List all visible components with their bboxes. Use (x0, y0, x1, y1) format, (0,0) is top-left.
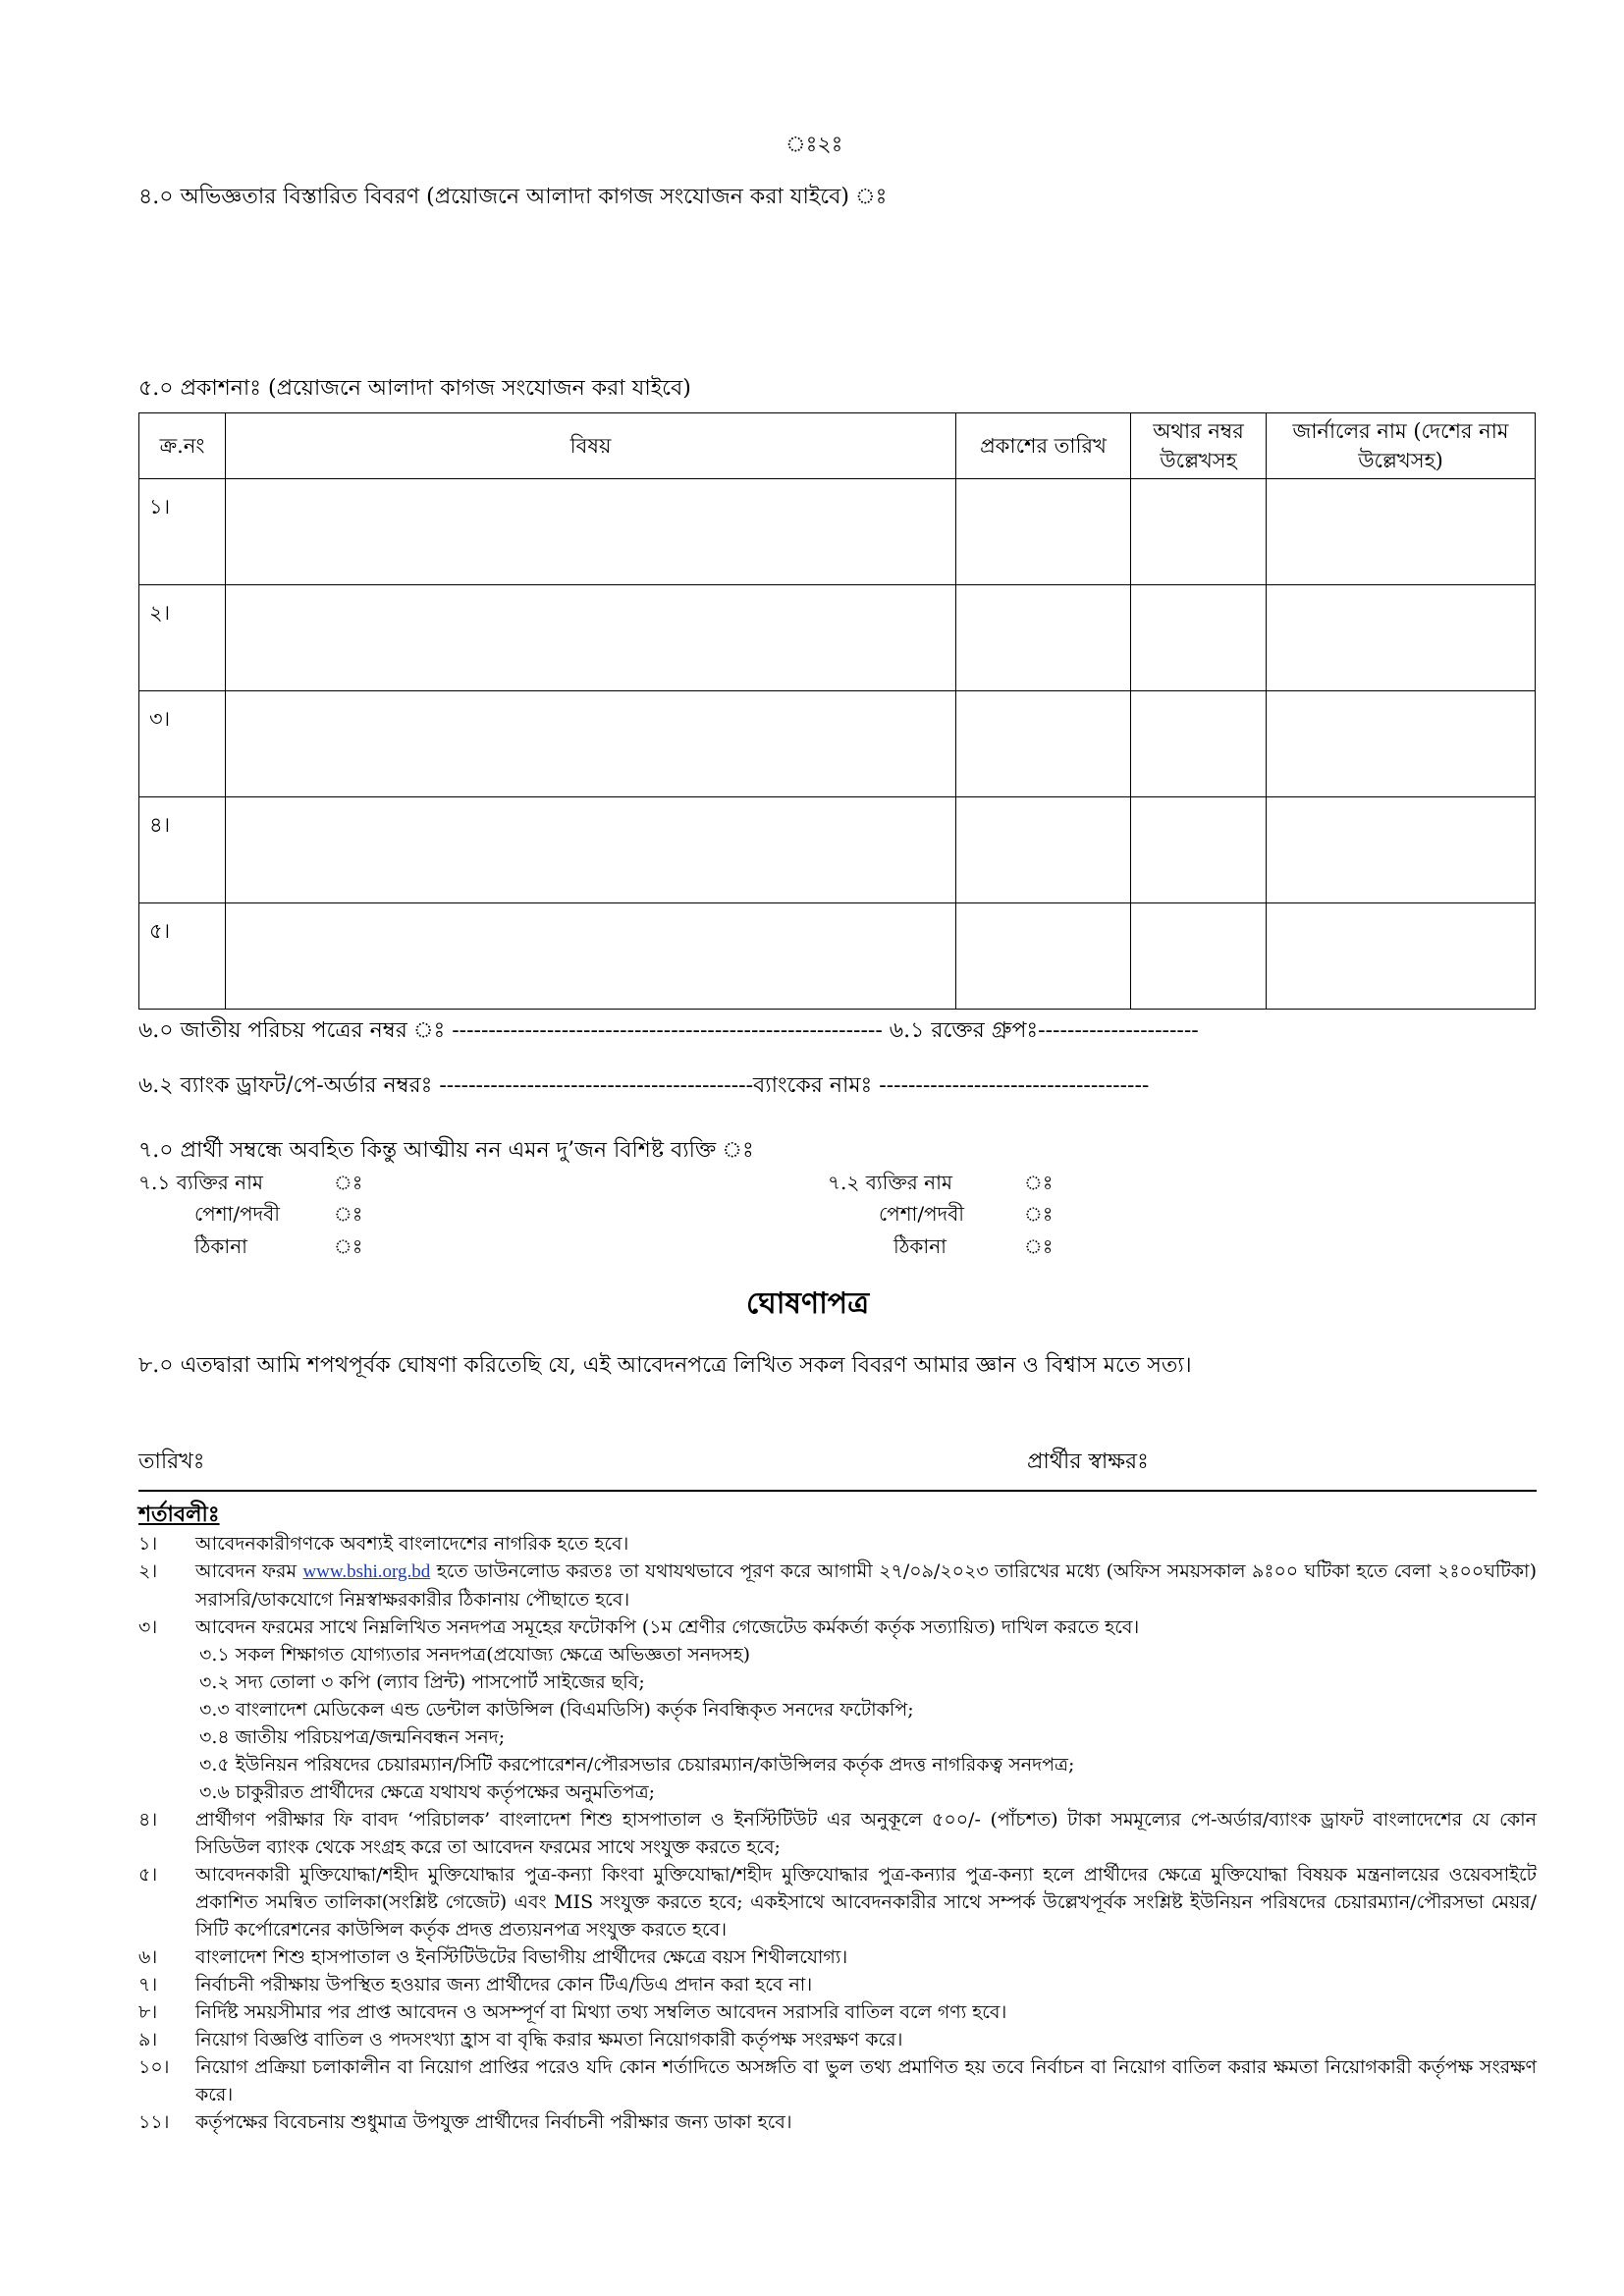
cell-publish-date[interactable] (956, 585, 1131, 691)
cell-author-number[interactable] (1131, 585, 1267, 691)
table-row (139, 691, 1536, 797)
condition-item (138, 1613, 1537, 1641)
condition-subitem (138, 1751, 1537, 1778)
condition-number: ৫। (138, 1864, 158, 1886)
person2-name-label: ৭.২ ব্যক্তির নাম (828, 1171, 953, 1194)
condition-subtext: ৩.৪ জাতীয় পরিচয়পত্র/জন্মনিবন্ধন সনদ; (199, 1726, 506, 1748)
person1-occupation-colon: ঃ (334, 1202, 363, 1226)
condition-subitem (138, 1696, 1537, 1723)
person2-occupation-label: পেশা/পদবী (879, 1202, 964, 1226)
row-serial: ৪। (139, 797, 226, 903)
section-4-heading: ৪.০ অভিজ্ঞতার বিস্তারিত বিবরণ (প্রয়োজনে আলাদা কাগজ সংযোজন করা যাইবে) ঃ (138, 185, 888, 209)
condition-number: ৭। (138, 1974, 158, 1995)
condition-item (138, 1861, 1537, 1943)
section-5-heading: ৫.০ প্রকাশনাঃ (প্রয়োজনে আলাদা কাগজ সংযোজন করা যাইবে) (138, 376, 691, 401)
condition-text: নিয়োগ বিজ্ঞপ্তি বাতিল ও পদসংখ্যা হ্রাস বা বৃদ্ধি করার ক্ষমতা নিয়োগকারী কর্তৃপক্ষ সংরক্ষণ করে। (195, 2029, 903, 2050)
condition-number: ১০। (138, 2056, 170, 2078)
cell-subject[interactable] (226, 479, 956, 585)
condition-subtext: ৩.১ সকল শিক্ষাগত যোগ্যতার সনদপত্র(প্রযোজ্য ক্ষেত্রে অভিজ্ঞতা সনদসহ) (199, 1644, 751, 1666)
condition-text: প্রার্থীগণ পরীক্ষার ফি বাবদ ‘পরিচালক’ বাংলাদেশ শিশু হাসপাতাল ও ইনস্টিটিউট এর অনুকূলে ৫০০/- (পাঁচশত) টাকা সমমূল্যের পে-অর্ডার/ব্যাংক ড্রাফট বাংলাদেশের যে কোন সিডিউল ব্যাংক থেকে সংগ্রহ করে তা আবেদন ফরমের সাথে সংযুক্ত করতে হবে; (195, 1809, 1537, 1858)
declaration-title: ঘোষণাপত্র (746, 1286, 870, 1321)
table-row (139, 585, 1536, 691)
col-header-serial: ক্র.নং (139, 413, 226, 479)
cell-author-number[interactable] (1131, 903, 1267, 1010)
person1-address-label: ঠিকানা (194, 1234, 247, 1258)
condition-item (138, 1998, 1537, 2026)
col-header-author-number: অথার নম্বর উল্লেখসহ (1131, 413, 1267, 479)
signature-label: প্রার্থীর স্বাক্ষরঃ (1027, 1449, 1149, 1474)
person2-address-colon: ঃ (1024, 1234, 1054, 1258)
condition-subtext: ৩.৩ বাংলাদেশ মেডিকেল এন্ড ডেন্টাল কাউন্সিল (বিএমডিসি) কর্তৃক নিবন্ধিকৃত সনদের ফটোকপি; (199, 1699, 914, 1721)
condition-item (138, 1943, 1537, 1971)
cell-journal-name[interactable] (1267, 479, 1536, 585)
table-row (139, 903, 1536, 1010)
cell-publish-date[interactable] (956, 479, 1131, 585)
publications-table (138, 412, 1536, 1010)
condition-text: নির্বাচনী পরীক্ষায় উপস্থিত হওয়ার জন্য প্রার্থীদের কোন টিএ/ডিএ প্রদান করা হবে না। (195, 1974, 813, 1995)
condition-subtext: ৩.৫ ইউনিয়ন পরিষদের চেয়ারম্যান/সিটি করপোরেশন/পৌরসভার চেয়ারম্যান/কাউন্সিলর কর্তৃক প্রদত্ত নাগরিকত্ব সনদপত্র; (199, 1754, 1075, 1776)
cell-journal-name[interactable] (1267, 797, 1536, 903)
declaration-text: ৮.০ এতদ্বারা আমি শপথপূর্বক ঘোষণা করিতেছি যে, এই আবেদনপত্রে লিখিত সকল বিবরণ আমার জ্ঞান ও বিশ্বাস মতে সত্য। (138, 1353, 1192, 1378)
cell-subject[interactable] (226, 797, 956, 903)
condition-item (138, 2053, 1537, 2108)
row-serial: ৫। (139, 903, 226, 1010)
condition-text: আবেদনকারী মুক্তিযোদ্ধা/শহীদ মুক্তিযোদ্ধার পুত্র-কন্যা কিংবা মুক্তিযোদ্ধা/শহীদ মুক্তিযোদ্ধার পুত্র-কন্যার পুত্র-কন্যা হলে প্রার্থীদের ক্ষেত্রে মুক্তিযোদ্ধা বিষয়ক মন্ত্রনালয়ের ওয়েবসাইটে প্রকাশিত সমন্বিত তালিকা(সংশ্লিষ্ট গেজেট) এবং MIS সংযুক্ত করতে হবে; একইসাথে আবেদনকারীর সাথে সম্পর্ক উল্লেখপূর্বক সংশ্লিষ্ট ইউনিয়ন পরিষদের চেয়ারম্যান/পৌরসভা মেয়র/সিটি কর্পোরেশনের কাউন্সিল কর্তৃক প্রদত্ত প্রত্যয়নপত্র সংযুক্ত করতে হবে। (195, 1864, 1537, 1941)
condition-number: ৩। (138, 1616, 158, 1638)
condition-subtext: ৩.৬ চাকুরীরত প্রার্থীদের ক্ষেত্রে যথাযথ কর্তৃপক্ষের অনুমতিপত্র; (199, 1781, 656, 1803)
person2-address-label: ঠিকানা (893, 1234, 947, 1258)
cell-publish-date[interactable] (956, 691, 1131, 797)
row-serial: ২। (139, 585, 226, 691)
cell-subject[interactable] (226, 585, 956, 691)
row-serial: ১। (139, 479, 226, 585)
condition-subitem (138, 1668, 1537, 1696)
condition-number: ৬। (138, 1946, 158, 1968)
condition-item (138, 2108, 1537, 2136)
cell-journal-name[interactable] (1267, 903, 1536, 1010)
person1-address-colon: ঃ (334, 1234, 363, 1258)
table-row (139, 797, 1536, 903)
date-label: তারিখঃ (138, 1449, 205, 1474)
condition-subitem (138, 1641, 1537, 1668)
condition-number: ১১। (138, 2111, 170, 2133)
condition-number: ২। (138, 1560, 158, 1582)
col-header-subject: বিষয় (226, 413, 956, 479)
conditions-list (138, 1530, 1537, 2136)
website-link[interactable]: www.bshi.org.bd (302, 1561, 431, 1582)
condition-subtext: ৩.২ সদ্য তোলা ৩ কপি (ল্যাব প্রিন্ট) পাসপোর্ট সাইজের ছবি; (199, 1671, 645, 1693)
cell-author-number[interactable] (1131, 479, 1267, 585)
person2-name-colon: ঃ (1024, 1171, 1054, 1194)
col-header-journal-name: জার্নালের নাম (দেশের নাম উল্লেখসহ) (1267, 413, 1536, 479)
condition-item (138, 2026, 1537, 2053)
cell-author-number[interactable] (1131, 691, 1267, 797)
condition-text: বাংলাদেশ শিশু হাসপাতাল ও ইনস্টিটিউটের বিভাগীয় প্রার্থীদের ক্ষেত্রে বয়স শিথীলযোগ্য। (195, 1946, 848, 1968)
cell-subject[interactable] (226, 903, 956, 1010)
person1-name-label: ৭.১ ব্যক্তির নাম (138, 1171, 263, 1194)
condition-text: আবেদন ফরমের সাথে নিম্নলিখিত সনদপত্র সমূহের ফটোকপি (১ম শ্রেণীর গেজেটেড কর্মকর্তা কর্তৃক সত্যায়িত) দাখিল করতে হবে। (195, 1616, 1140, 1638)
condition-text: নির্দিষ্ট সময়সীমার পর প্রাপ্ত আবেদন ও অসম্পূর্ণ বা মিথ্যা তথ্য সম্বলিত আবেদন সরাসরি বাতিল বলে গণ্য হবে। (195, 2001, 1007, 2023)
cell-subject[interactable] (226, 691, 956, 797)
condition-item (138, 1530, 1537, 1558)
condition-text: কর্তৃপক্ষের বিবেচনায় শুধুমাত্র উপযুক্ত প্রার্থীদের নির্বাচনী পরীক্ষার জন্য ডাকা হবে। (195, 2111, 792, 2133)
cell-publish-date[interactable] (956, 797, 1131, 903)
condition-number: ১। (138, 1533, 158, 1555)
bank-draft-line: ৬.২ ব্যাংক ড্রাফট/পে-অর্ডার নম্বরঃ -------------------------------------------ব্যাংকের নামঃ ------------------------------------- (138, 1073, 1150, 1098)
condition-number: ৪। (138, 1809, 158, 1831)
condition-item (138, 1558, 1537, 1613)
person1-occupation-label: পেশা/পদবী (194, 1202, 280, 1226)
row-serial: ৩। (139, 691, 226, 797)
page-number: ঃ২ঃ (785, 133, 843, 157)
divider-rule (138, 1490, 1537, 1492)
section-7-heading: ৭.০ প্রার্থী সম্বন্ধে অবহিত কিন্তু আত্মীয় নন এমন দু’জন বিশিষ্ট ব্যক্তি ঃ (138, 1138, 754, 1163)
condition-text (195, 1558, 1537, 1613)
conditions-title: শর্তাবলীঃ (138, 1502, 220, 1527)
condition-item (138, 1971, 1537, 1998)
cell-journal-name[interactable] (1267, 691, 1536, 797)
person2-occupation-colon: ঃ (1024, 1202, 1054, 1226)
table-header-row (139, 413, 1536, 479)
condition-text: আবেদনকারীগণকে অবশ্যই বাংলাদেশের নাগরিক হতে হবে। (195, 1533, 629, 1555)
table-row (139, 479, 1536, 585)
cell-author-number[interactable] (1131, 797, 1267, 903)
col-header-publish-date: প্রকাশের তারিখ (956, 413, 1131, 479)
person1-name-colon: ঃ (334, 1171, 363, 1194)
condition-item (138, 1806, 1537, 1861)
nid-blood-group-line: ৬.০ জাতীয় পরিচয় পত্রের নম্বর ঃ ----------------------------------------------------------- ৬.১ রক্তের গ্রুপঃ---------------------- (138, 1018, 1199, 1043)
condition-subitem (138, 1778, 1537, 1806)
condition-text: নিয়োগ প্রক্রিয়া চলাকালীন বা নিয়োগ প্রাপ্তির পরেও যদি কোন শর্তাদিতে অসঙ্গতি বা ভুল তথ্য প্রমাণিত হয় তবে নির্বাচন বা নিয়োগ বাতিল করার ক্ষমতা নিয়োগকারী কর্তৃপক্ষ সংরক্ষণ করে। (195, 2056, 1537, 2105)
condition-number: ৮। (138, 2001, 158, 2023)
cell-publish-date[interactable] (956, 903, 1131, 1010)
condition-text-pre: আবেদন ফরম (195, 1560, 303, 1582)
condition-text-post: হতে ডাউনলোড করতঃ তা যথাযথভাবে পূরণ করে আগামী ২৭/০৯/২০২৩ তারিখের মধ্যে (অফিস সময়সকাল ৯ঃ০০ ঘটিকা হতে বেলা ২ঃ০০ঘটিকা) সরাসরি/ডাকযোগে নিম্নস্বাক্ষরকারীর ঠিকানায় পৌছাতে হবে। (195, 1560, 1537, 1611)
condition-subitem (138, 1723, 1537, 1751)
cell-journal-name[interactable] (1267, 585, 1536, 691)
condition-number: ৯। (138, 2029, 158, 2050)
